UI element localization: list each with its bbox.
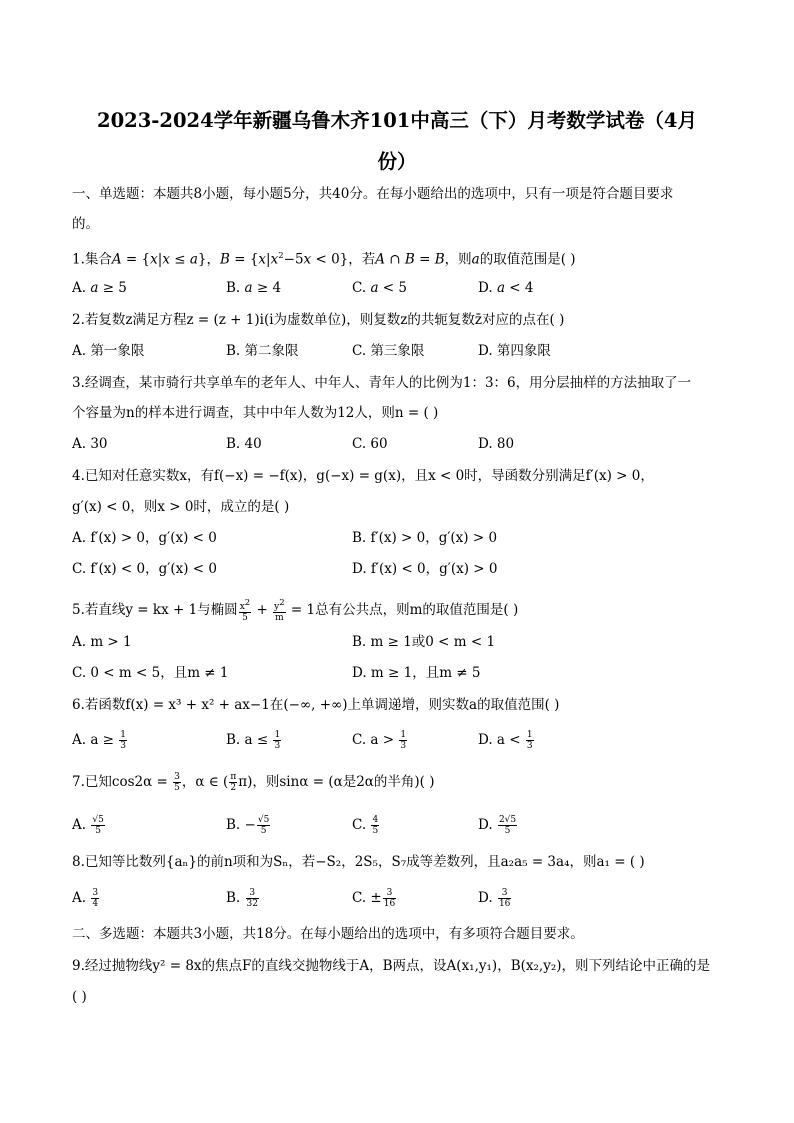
q4-option-b: B. f′(x) > 0，g′(x) > 0 — [352, 530, 498, 546]
title-line-2: 份） — [377, 150, 417, 173]
q8-option-a: A. $\frac{3}{4}$ — [72, 888, 99, 909]
question-9-line-1: 9.经过抛物线y² = 8x的焦点F的直线交抛物线于A，B两点，设A(x₁,y₁)，B(x₂,y₂)，则下列结论中正确的是 — [72, 958, 710, 974]
section-1-heading-cont: 的。 — [72, 216, 99, 232]
question-7: 7.已知cos2α = $\frac{3}{5}$ ，α ∈ ( $\frac{\pi}{2}$ π)，则sinα = (α是2α的半角)( ) — [72, 772, 435, 793]
q1-option-b: B. a ≥ 4 — [226, 280, 282, 296]
section-1-heading: 一、单选题：本题共8小题，每小题5分，共40分。在每小题给出的选项中，只有一项是符合题目要求 — [72, 186, 674, 202]
q5-option-b: B. m ≥ 1或0 < m < 1 — [352, 634, 496, 650]
q4-option-a: A. f′(x) > 0，g′(x) < 0 — [72, 530, 217, 546]
q4-option-c: C. f′(x) < 0，g′(x) < 0 — [72, 561, 217, 577]
q6-option-c: C. a > $\frac{1}{3}$ — [352, 730, 407, 751]
q7-option-a: A. $\frac{√5}{5}$ — [72, 815, 104, 836]
q8-option-d: D. $\frac{3}{16}$ — [478, 888, 511, 909]
q3-option-b: B. 40 — [226, 436, 262, 452]
q2-option-b: B. 第二象限 — [226, 343, 299, 359]
q8-option-b: B. $\frac{3}{32}$ — [226, 888, 258, 909]
q2-option-a: A. 第一象限 — [72, 343, 145, 359]
q3-option-c: C. 60 — [352, 436, 388, 452]
q5-option-c: C. 0 < m < 5，且m ≠ 1 — [72, 665, 229, 681]
question-8: 8.已知等比数列{aₙ}的前n项和为Sₙ，若−S₂，2S₅，S₇成等差数列，且a₂a₅ = 3a₄，则a₁ = ( ) — [72, 854, 645, 870]
question-9-line-2: ( ) — [72, 989, 87, 1005]
q7-option-c: C. $\frac{4}{5}$ — [352, 815, 379, 836]
q3-option-d: D. 80 — [478, 436, 515, 452]
q2-option-c: C. 第三象限 — [352, 343, 425, 359]
title-line-1: 2023-2024学年新疆乌鲁木齐101中高三（下）月考数学试卷（4月 — [97, 109, 697, 132]
q1-option-c: C. a < 5 — [352, 280, 407, 296]
q5-option-d: D. m ≥ 1，且m ≠ 5 — [352, 665, 481, 681]
q7-option-b: B. − $\frac{√5}{5}$ — [226, 815, 270, 836]
question-4-line-1: 4.已知对任意实数x，有f(−x) = −f(x)，g(−x) = g(x)，且x < 0时，导函数分别满足f′(x) > 0， — [72, 468, 654, 484]
q1-option-a: A. a ≥ 5 — [72, 280, 127, 296]
q4-option-d: D. f′(x) < 0，g′(x) > 0 — [352, 561, 498, 577]
q6-option-d: D. a < $\frac{1}{3}$ — [478, 730, 533, 751]
question-3-line-1: 3.经调查，某市骑行共享单车的老年人、中年人、青年人的比例为1：3：6，用分层抽样的方法抽取了一 — [72, 375, 692, 391]
section-2-heading: 二、多选题：本题共3小题，共18分。在每小题给出的选项中，有多项符合题目要求。 — [72, 926, 584, 942]
q1-option-d: D. a < 4 — [478, 280, 534, 296]
question-1: 1.集合A = {x|x ≤ a}，$B = \{x|x^2-5x < 0\}$，若A ∩ B = B，则a的取值范围是( ) — [72, 251, 576, 268]
q6-option-a: A. a ≥ $\frac{1}{3}$ — [72, 730, 127, 751]
question-2: 2.若复数z满足方程z = (z + 1)i(i为虚数单位)，则复数z的共轭复数z̄对应的点在( ) — [72, 312, 565, 328]
q2-option-d: D. 第四象限 — [478, 343, 551, 359]
q5-option-a: A. m > 1 — [72, 634, 132, 650]
q6-option-b: B. a ≤ $\frac{1}{3}$ — [226, 730, 281, 751]
question-4-line-2: g′(x) < 0，则x > 0时，成立的是( ) — [72, 499, 290, 515]
exam-title — [72, 100, 722, 182]
q3-option-a: A. 30 — [72, 436, 108, 452]
q8-option-c: C. ± $\frac{3}{16}$ — [352, 888, 396, 909]
question-6: 6.若函数f(x) = x³ + x² + ax−1在(−∞, +∞)上单调递增，则实数a的取值范围( ) — [72, 697, 560, 713]
q7-option-d: D. $\frac{2√5}{5}$ — [478, 815, 517, 836]
question-5: 5.若直线y = kx + 1与椭圆 $\frac{x^2}{5}$ + $\frac{y^2}{m}$ = 1总有公共点，则m的取值范围是( ) — [72, 598, 519, 623]
question-3-line-2: 个容量为n的样本进行调查，其中中年人数为12人，则n = ( ) — [72, 405, 439, 421]
